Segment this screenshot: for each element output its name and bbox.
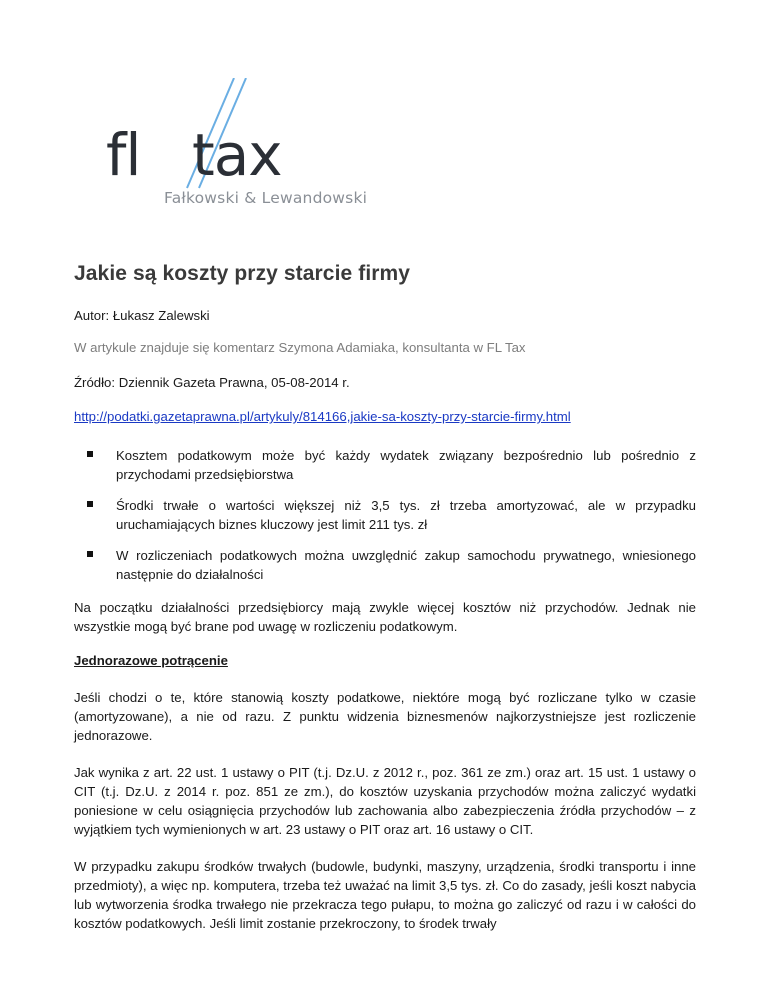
square-bullet-icon [87, 551, 93, 557]
section-heading: Jednorazowe potrącenie [74, 653, 228, 668]
article-link[interactable]: http://podatki.gazetaprawna.pl/artykuly/814166,jakie-sa-koszty-przy-starcie-firmy.html [74, 409, 571, 424]
square-bullet-icon [87, 451, 93, 457]
article-title: Jakie są koszty przy starcie firmy [74, 262, 411, 285]
intro-paragraph: Na początku działalności przedsiębiorcy mają zwykle więcej kosztów niż przychodów. Jednak nie wszystkie mogą być brane pod uwagę w rozliczeniu podatkowym. [74, 600, 696, 634]
article-author: Autor: Łukasz Zalewski [74, 308, 210, 323]
article-comment-note: W artykule znajduje się komentarz Szymona Adamiaka, konsultanta w FL Tax [74, 340, 526, 355]
logo-subtitle: Fałkowski & Lewandowski [164, 189, 368, 207]
key-points-list [74, 446, 696, 584]
list-item: Środki trwałe o wartości większej niż 3,5 tys. zł trzeba amortyzować, ale w przypadku uruchamiających biznes kluczowy jest limit 211 tys. zł [74, 496, 696, 534]
article-body [74, 262, 696, 933]
square-bullet-icon [87, 501, 93, 507]
logo-tax-text: tax [192, 121, 282, 189]
list-item: W rozliczeniach podatkowych można uwzględnić zakup samochodu prywatnego, wniesionego następnie do działalności [74, 546, 696, 584]
company-logo [104, 78, 374, 208]
paragraph: Jeśli chodzi o te, które stanowią koszty podatkowe, niektóre mogą być rozliczane tylko w czasie (amortyzowane), a nie od razu. Z punktu widzenia biznesmenów najkorzystniejsze jest rozliczenie jednorazowe. [74, 690, 696, 743]
list-item: Kosztem podatkowym może być każdy wydatek związany bezpośrednio lub pośrednio z przychodami przedsiębiorstwa [74, 446, 696, 484]
paragraph: W przypadku zakupu środków trwałych (budowle, budynki, maszyny, urządzenia, środki transportu i inne przedmioty), a więc np. komputera, trzeba też uważać na limit 3,5 tys. zł. Co do zasady, jeśli koszt nabycia lub wytworzenia środka trwałego nie przekracza tego pułapu, to można go zaliczyć od razu i w całości do kosztów podatkowych. Jeśli limit zostanie przekroczony, to środek trwały [74, 859, 696, 931]
article-source: Źródło: Dziennik Gazeta Prawna, 05-08-2014 r. [74, 375, 350, 390]
logo-fl-text: fl [106, 121, 141, 189]
paragraph: Jak wynika z art. 22 ust. 1 ustawy o PIT (t.j. Dz.U. z 2012 r., poz. 361 ze zm.) oraz art. 15 ust. 1 ustawy o CIT (t.j. Dz.U. z 2014 r. poz. 851 ze zm.), do kosztów uzyskania przychodów można zaliczyć wydatki poniesione w celu osiągnięcia przychodów lub zachowania albo zabezpieczenia źródła przychodów – z wyjątkiem tych wymienionych w art. 23 ustawy o PIT oraz art. 16 ustawy o CIT. [74, 765, 696, 837]
